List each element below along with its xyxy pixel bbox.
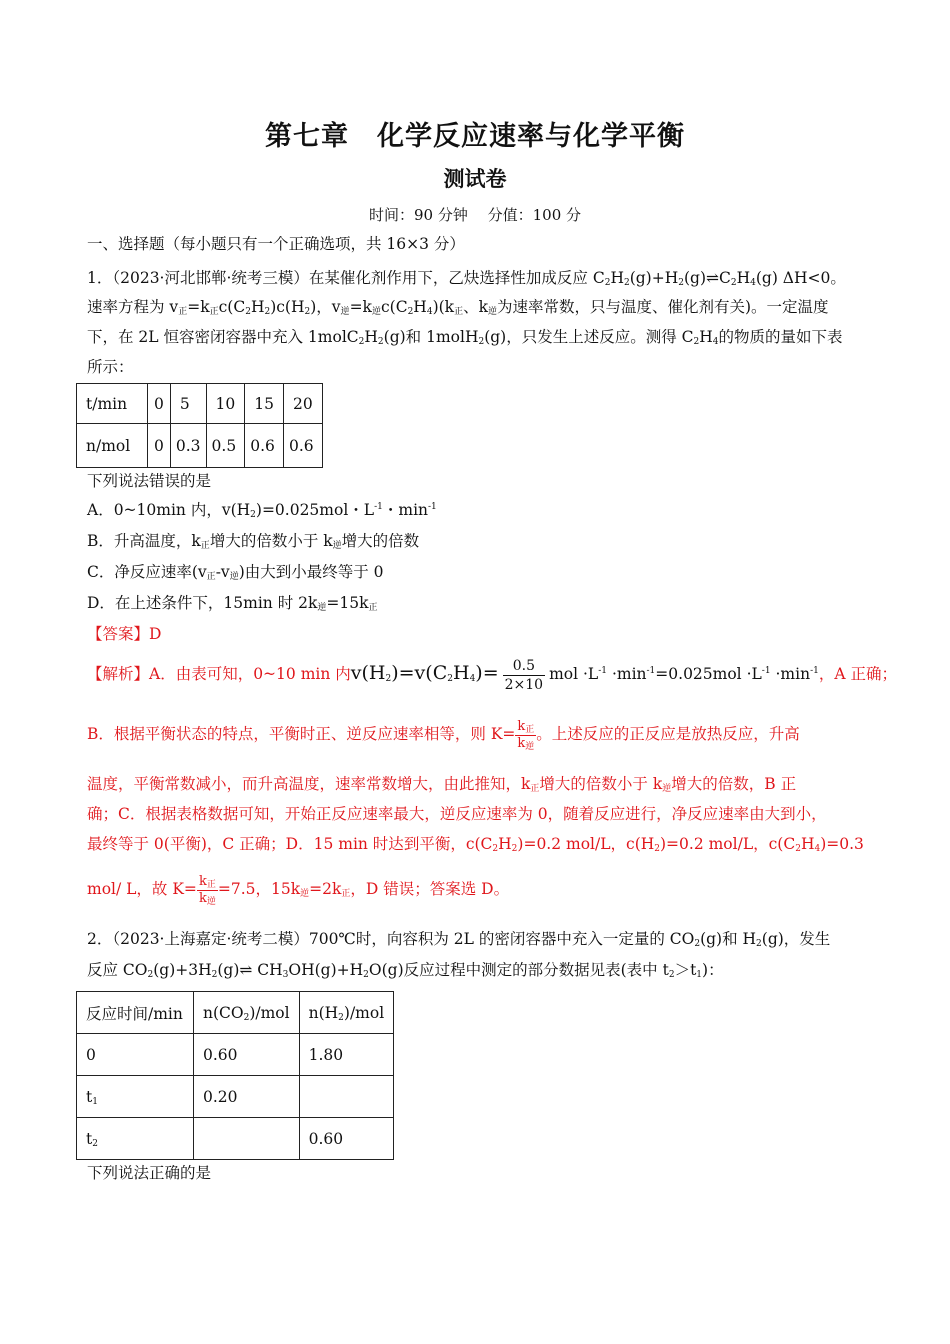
table-cell: 0.20	[194, 1076, 300, 1118]
q1-line4: 所示：	[87, 358, 134, 376]
table-cell: 0	[77, 1034, 194, 1076]
table-cell	[194, 1118, 300, 1160]
q1-explanation-line2: B．根据平衡状态的特点，平衡时正、逆反应速率相等，则 K= $\frac{k_正}{k_逆}$ 。上述反应的正反应是放热反应，升高	[87, 718, 800, 752]
table-row	[77, 1034, 394, 1076]
q1-data-table	[76, 383, 323, 468]
table-cell: 0.60	[194, 1034, 300, 1076]
table-cell: n/mol	[77, 424, 148, 468]
q1-explanation-line1: 【解析】A．由表可知，0~10 min 内$v(H_2)=v(C_2H_4)=$ $\frac{0.5}{2\times 10}$ mol $\cdot L^{-1} \cdot\min^{-1}=0.025mol \cdot L^{-1} \cdot\min^{-1}$，A 正确；	[87, 657, 897, 693]
table-cell: 反应时间/min	[77, 992, 194, 1034]
q1-line3: 下，在 2L 恒容密闭容器中充入 $1molC_2H_2(g)$和 1molH$_2$(g)，只发生上述反应。测得 $C_2H_4$的物质的量如下表	[87, 328, 843, 347]
q2-line2: 反应 $CO_2(g)+3H_2(g)\rightleftharpoons$ $CH_3OH(g)+H_2O(g)$反应过程中测定的部分数据见表(表中 $t_2>t_1$)：	[87, 961, 724, 980]
table-cell: 0.3	[170, 424, 206, 468]
table-row	[77, 384, 323, 424]
table-cell: 0.6	[284, 424, 323, 468]
chapter-title: 第七章 化学反应速率与化学平衡	[265, 121, 685, 152]
q1-option-b: B．升高温度，$k_正$增大的倍数小于 $k_逆$增大的倍数	[87, 532, 420, 551]
table-row	[77, 1118, 394, 1160]
table-row	[77, 1076, 394, 1118]
q1-option-a: A．0~10min 内，$v(H_2)=0.025mol$・$L^{-1}$・$\min^{-1}$	[87, 501, 437, 520]
table-row	[77, 424, 323, 468]
table-cell: 10	[206, 384, 245, 424]
table-cell: t/min	[77, 384, 148, 424]
q1-explanation-line6: mol/ L，故 K= $\frac{k_正}{k_逆}$ =7.5，$15k_逆=2k_正$，D 错误；答案选 D。	[87, 873, 510, 907]
exam-meta: 时间：90 分钟 分值：100 分	[368, 206, 582, 224]
q2-ask: 下列说法正确的是	[87, 1164, 212, 1182]
q1-explanation-line3: 温度，平衡常数减小，而升高温度，速率常数增大，由此推知，$k_正$增大的倍数小于 $k_逆$增大的倍数，B 正	[87, 775, 797, 794]
section-heading: 一、选择题（每小题只有一个正确选项，共 16×3 分）	[87, 235, 465, 253]
table-cell: 0	[148, 384, 171, 424]
table-cell: $n(H_2)$/mol	[299, 992, 394, 1034]
q1-explanation-line4: 确；C．根据表格数据可知，开始正反应速率最大，逆反应速率为 0，随着反应进行，净反应速率由大到小，	[87, 805, 827, 823]
q1-option-d: D．在上述条件下，15min 时 $2k_逆=15k_正$	[87, 594, 378, 613]
table-cell: 0.6	[245, 424, 284, 468]
table-cell: 0	[148, 424, 171, 468]
table-cell	[299, 1076, 394, 1118]
table-cell: 20	[284, 384, 323, 424]
table-cell: 1.80	[299, 1034, 394, 1076]
test-subtitle: 测试卷	[443, 166, 507, 191]
q1-explanation-line5: 最终等于 0(平衡)，C 正确；D．15 min 时达到平衡，$c(C_2H_2)=0.2$ mol/L，$c(H_2)=0.2$ mol/L，$c(C_2H_4)=0.3$	[87, 835, 864, 854]
table-cell: 15	[245, 384, 284, 424]
table-row	[77, 992, 394, 1034]
q2-line1: 2．（2023·上海嘉定·统考二模）700℃时，向容积为 2L 的密闭容器中充入一定量的 $CO_2(g)$和 $H_2(g)$，发生	[87, 930, 831, 949]
q1-line2: 速率方程为 $v_正=k_正c(C_2H_2)c(H_2)$，$v_逆=k_逆c(C_2H_4)(k_正$、$k_逆$为速率常数，只与温度、催化剂有关)。一定温度	[87, 298, 829, 317]
q1-answer: 【答案】D	[87, 625, 162, 643]
table-cell: $t_2$	[77, 1118, 194, 1160]
table-cell: 0.60	[299, 1118, 394, 1160]
q1-line1: 1．（2023·河北邯郸·统考三模）在某催化剂作用下，乙炔选择性加成反应 $C_2H_2(g)+H_2(g)\rightleftharpoons C_2H_4(g)$ ΔH<0。	[87, 269, 846, 288]
table-cell: 0.5	[206, 424, 245, 468]
table-cell: 5	[170, 384, 206, 424]
q1-ask: 下列说法错误的是	[87, 472, 212, 490]
q2-data-table	[76, 991, 394, 1160]
table-cell: $n(CO_2)$/mol	[194, 992, 300, 1034]
table-cell: $t_1$	[77, 1076, 194, 1118]
q1-option-c: C．净反应速率$(v_正-v_逆)$由大到小最终等于 0	[87, 563, 384, 582]
